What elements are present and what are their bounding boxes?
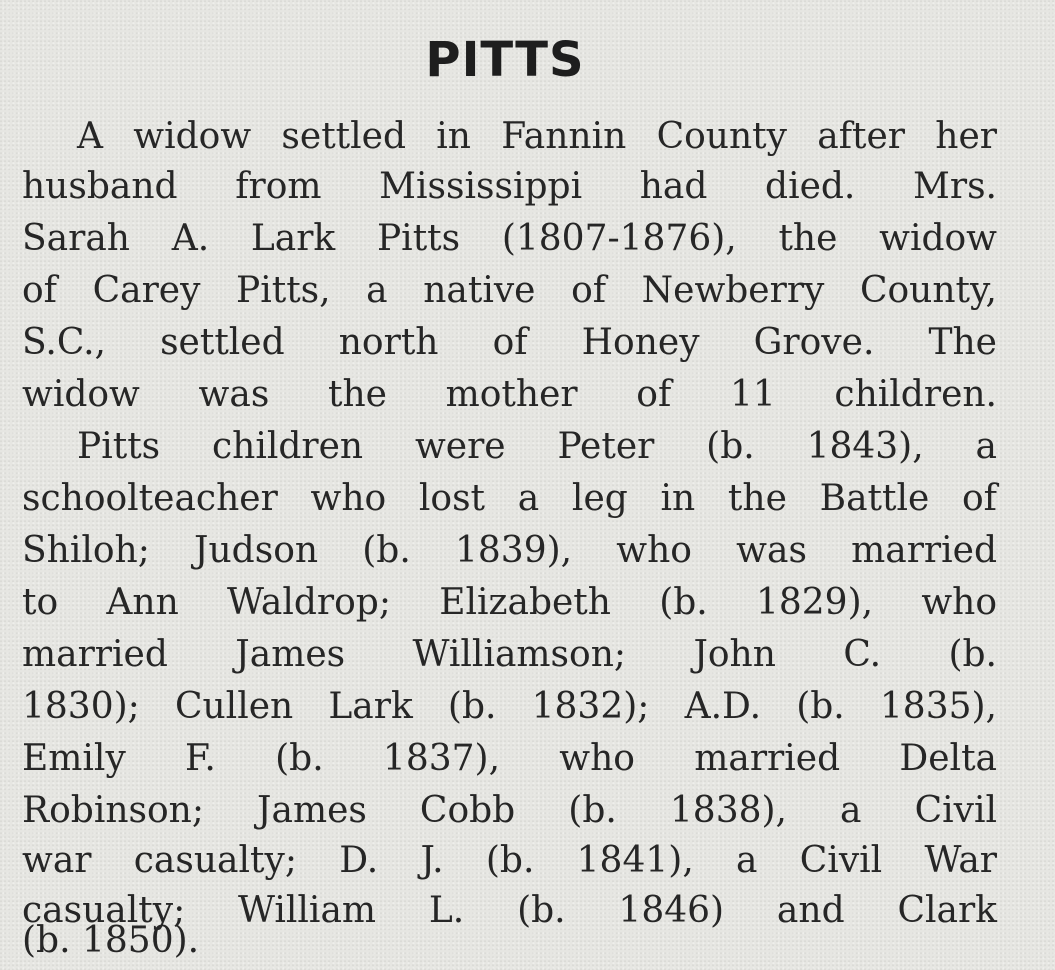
article-line: 1830); Cullen Lark (b. 1832); A.D. (b. 1835), (22, 686, 997, 727)
article-line: of Carey Pitts, a native of Newberry County, (22, 270, 997, 311)
article-line: Sarah A. Lark Pitts (1807-1876), the widow (22, 218, 997, 259)
article-line: Pitts children were Peter (b. 1843), a (77, 426, 997, 467)
article-title: PITTS (425, 32, 585, 88)
article-line: schoolteacher who lost a leg in the Battle of (22, 478, 997, 519)
article-line: to Ann Waldrop; Elizabeth (b. 1829), who (22, 582, 997, 623)
article-line: Shiloh; Judson (b. 1839), who was married (22, 530, 997, 571)
article-line: war casualty; D. J. (b. 1841), a Civil War (22, 840, 997, 881)
article-line: married James Williamson; John C. (b. (22, 634, 997, 675)
article-line: husband from Mississippi had died. Mrs. (22, 166, 997, 207)
article-line: Robinson; James Cobb (b. 1838), a Civil (22, 790, 997, 831)
article-line: A widow settled in Fannin County after her (77, 116, 997, 157)
article-line: (b. 1850). (22, 920, 200, 961)
article-line: Emily F. (b. 1837), who married Delta (22, 738, 997, 779)
article-line: casualty; William L. (b. 1846) and Clark (22, 890, 997, 931)
article-line: widow was the mother of 11 children. (22, 374, 997, 415)
article-line: S.C., settled north of Honey Grove. The (22, 322, 997, 363)
